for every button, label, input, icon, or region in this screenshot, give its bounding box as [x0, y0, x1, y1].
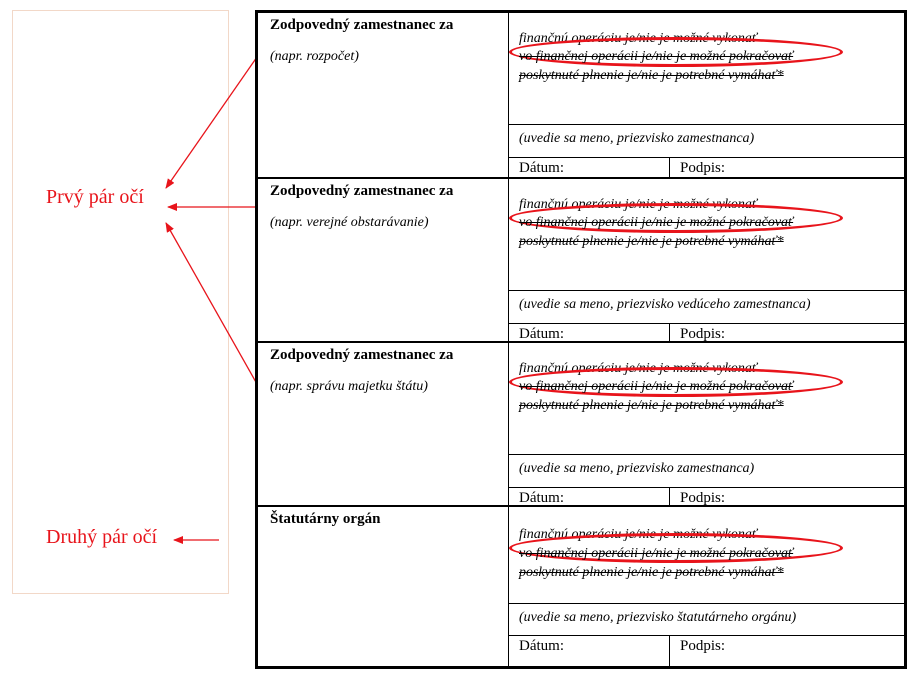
struck-text: nie je — [638, 361, 670, 376]
role-example: (napr. verejné obstarávanie) — [270, 215, 429, 230]
role-cell — [258, 343, 508, 507]
struck-text: nie je — [638, 197, 670, 212]
role-cell — [258, 179, 508, 343]
signature-field[interactable]: Podpis: — [680, 490, 726, 506]
decision-option-recover: poskytnuté plnenie je/nie je potrebné vymáhať* — [519, 565, 784, 580]
decision-area — [509, 179, 904, 290]
arrow-from-block-1 — [166, 57, 257, 188]
signature-field[interactable]: Podpis: — [680, 638, 726, 654]
sign-row — [509, 323, 904, 343]
approval-block — [258, 13, 904, 177]
decision-cell — [508, 343, 904, 507]
struck-text: nie je — [638, 527, 670, 542]
decision-option-continue: vo finančnej operácii je/nie je možné pokračovať — [519, 49, 794, 64]
date-field[interactable]: Dátum: — [509, 324, 670, 343]
name-field[interactable] — [509, 124, 904, 158]
name-field[interactable] — [509, 454, 904, 488]
decision-cell — [508, 507, 904, 668]
decision-option-recover: poskytnuté plnenie je/nie je potrebné vymáhať* — [519, 68, 784, 83]
approval-block — [258, 505, 904, 668]
decision-option-execute: finančnú operáciu je/nie je možné vykonať — [519, 197, 757, 213]
name-hint: (uvedie sa meno, priezvisko štatutárneho orgánu) — [519, 610, 797, 625]
decision-option-recover: poskytnuté plnenie je/nie je potrebné vymáhať* — [519, 234, 784, 249]
approval-form — [255, 10, 907, 669]
name-hint: (uvedie sa meno, priezvisko zamestnanca) — [519, 461, 755, 476]
name-hint: (uvedie sa meno, priezvisko zamestnanca) — [519, 131, 755, 146]
approval-block — [258, 341, 904, 507]
role-cell — [258, 507, 508, 668]
name-hint: (uvedie sa meno, priezvisko vedúceho zamestnanca) — [519, 297, 811, 312]
decision-area — [509, 507, 904, 603]
sign-row — [509, 487, 904, 507]
decision-area — [509, 343, 904, 454]
signature-field[interactable]: Podpis: — [680, 326, 726, 342]
struck-text: nie je — [638, 31, 670, 46]
decision-option-continue: vo finančnej operácii je/nie je možné pokračovať — [519, 546, 794, 561]
role-title: Zodpovedný zamestnanec za — [270, 17, 454, 33]
signature-field[interactable]: Podpis: — [680, 160, 726, 176]
second-pair-label: Druhý pár očí — [46, 526, 158, 548]
role-title: Zodpovedný zamestnanec za — [270, 347, 454, 363]
decision-option-execute: finančnú operáciu je/nie je možné vykonať — [519, 527, 757, 543]
role-title: Zodpovedný zamestnanec za — [270, 183, 454, 199]
sign-row — [509, 157, 904, 177]
first-pair-label: Prvý pár očí — [46, 186, 144, 208]
decision-option-recover: poskytnuté plnenie je/nie je potrebné vymáhať* — [519, 398, 784, 413]
sign-row — [509, 635, 904, 668]
role-title: Štatutárny orgán — [270, 511, 381, 527]
decision-option-execute: finančnú operáciu je/nie je možné vykonať — [519, 361, 757, 377]
decision-cell — [508, 13, 904, 177]
role-example: (napr. rozpočet) — [270, 49, 359, 64]
decision-area — [509, 13, 904, 124]
decision-cell — [508, 179, 904, 343]
decision-option-execute: finančnú operáciu je/nie je možné vykonať — [519, 31, 757, 47]
name-field[interactable] — [509, 290, 904, 324]
date-field[interactable]: Dátum: — [509, 488, 670, 507]
date-field[interactable]: Dátum: — [509, 636, 670, 668]
arrow-from-block-3 — [166, 223, 257, 384]
role-example: (napr. správu majetku štátu) — [270, 379, 428, 394]
decision-option-continue: vo finančnej operácii je/nie je možné pokračovať — [519, 379, 794, 394]
decision-option-continue: vo finančnej operácii je/nie je možné pokračovať — [519, 215, 794, 230]
name-field[interactable] — [509, 603, 904, 636]
role-cell — [258, 13, 508, 177]
date-field[interactable]: Dátum: — [509, 158, 670, 177]
approval-block — [258, 177, 904, 343]
